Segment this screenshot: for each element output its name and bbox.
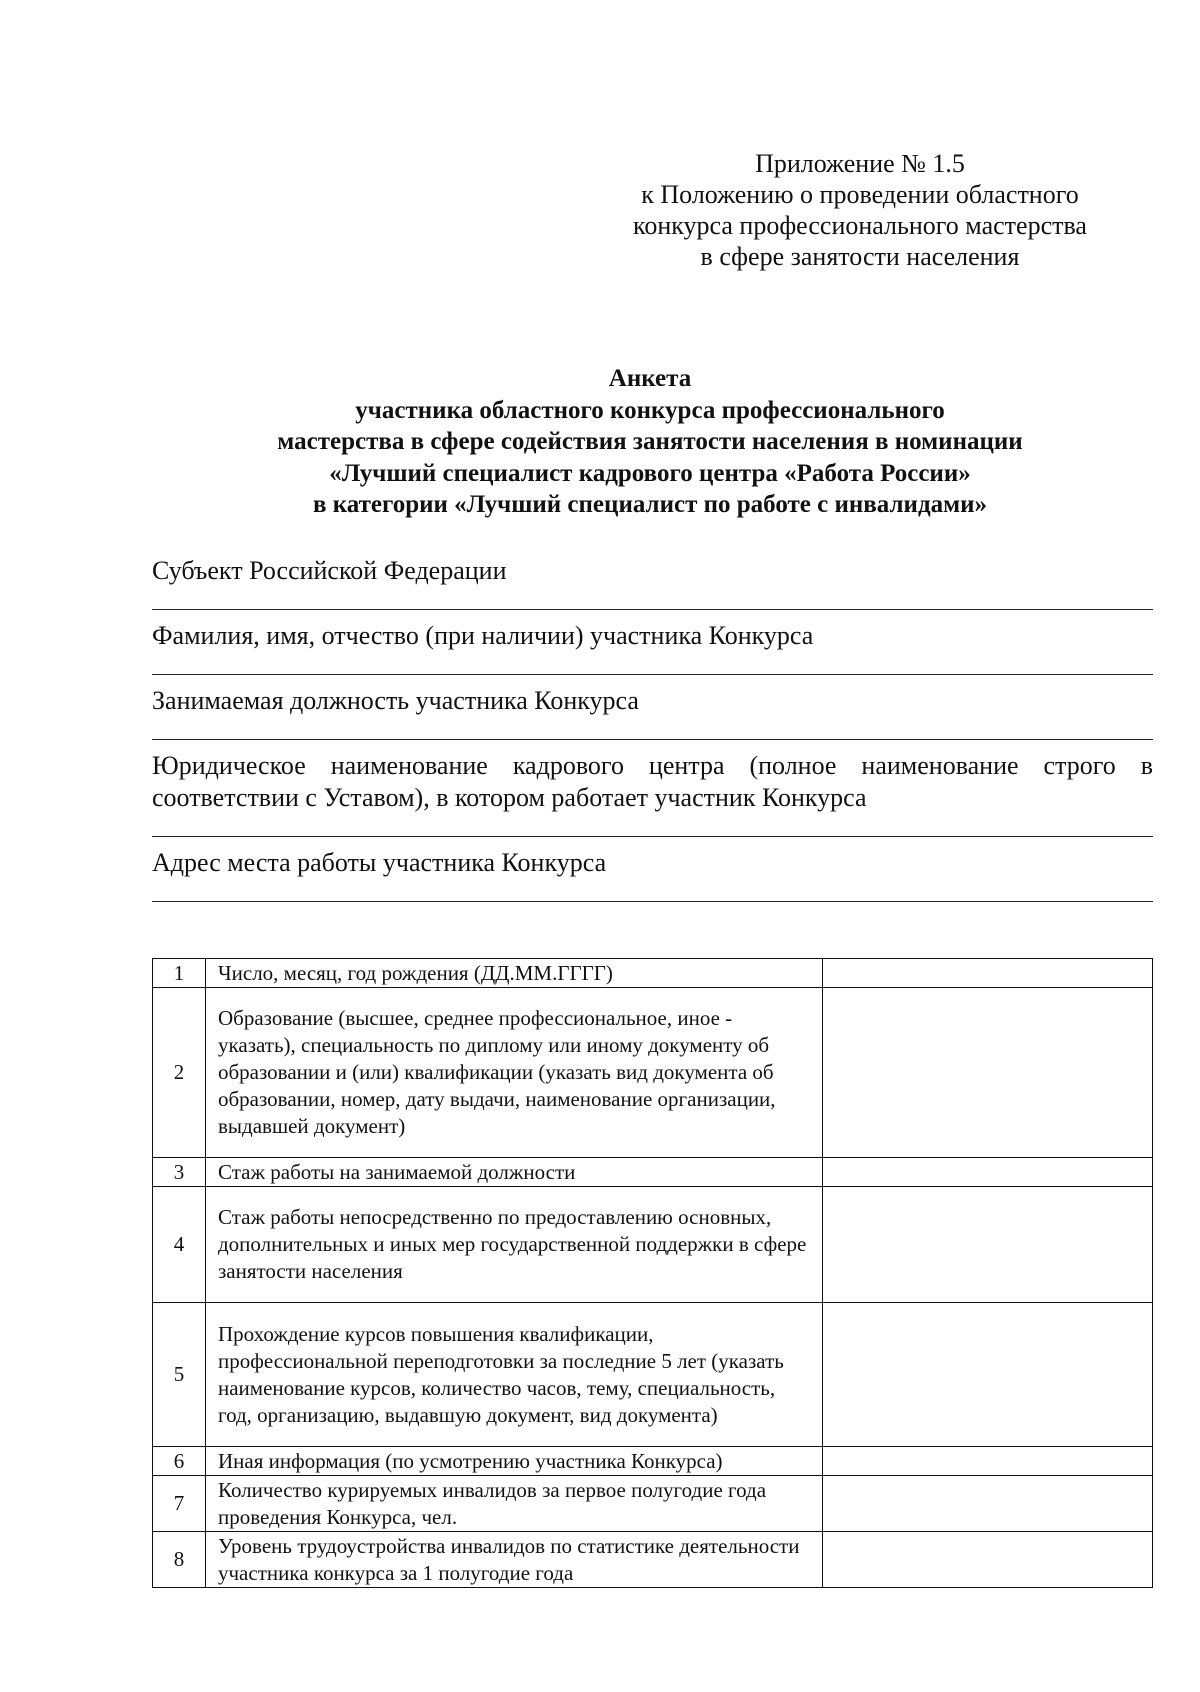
- field-region: [152, 555, 1153, 610]
- field-fill-line[interactable]: [152, 587, 1153, 610]
- row-text: Число, месяц, год рождения (ДД.ММ.ГГГГ): [206, 959, 823, 988]
- table-row: [153, 1447, 1153, 1476]
- appendix-line: Приложение № 1.5: [755, 149, 965, 178]
- title-line: «Лучший специалист кадрового центра «Работа России»: [329, 459, 971, 487]
- row-value-cell[interactable]: [823, 1158, 1153, 1187]
- field-label: Занимаемая должность участника Конкурса: [152, 686, 639, 715]
- row-text: Количество курируемых инвалидов за первое полугодие года проведения Конкурса, чел.: [206, 1476, 823, 1532]
- field-fill-line[interactable]: [152, 717, 1153, 740]
- appendix-line: к Положению о проведении областного: [641, 180, 1079, 209]
- row-number: 3: [153, 1158, 206, 1187]
- row-number: 2: [153, 988, 206, 1158]
- field-label: Фамилия, имя, отчество (при наличии) участника Конкурса: [152, 621, 814, 650]
- field-label: Юридическое наименование кадрового центра (полное наименование строго в соответствии с Уставом), в котором работает участник Конкурса: [152, 751, 1153, 812]
- row-text: Стаж работы на занимаемой должности: [206, 1158, 823, 1187]
- table-row: [153, 959, 1153, 988]
- field-fill-line[interactable]: [152, 814, 1153, 837]
- row-value-cell[interactable]: [823, 959, 1153, 988]
- document-title: [150, 363, 1150, 521]
- field-position: [152, 685, 1153, 740]
- row-text: Прохождение курсов повышения квалификации, профессиональной переподготовки за последние 5 лет (указать наименование курсов, количество часов, тему, специальность, год, организацию, выдавшую документ, вид документа): [206, 1303, 823, 1447]
- title-line: участника областного конкурса профессионального: [355, 396, 945, 424]
- field-organization: [152, 750, 1153, 837]
- row-text: Уровень трудоустройства инвалидов по статистике деятельности участника конкурса за 1 полугодие года: [206, 1532, 823, 1588]
- row-number: 1: [153, 959, 206, 988]
- row-text: Стаж работы непосредственно по предоставлению основных, дополнительных и иных мер государственной поддержки в сфере занятости населения: [206, 1187, 823, 1303]
- table-row: [153, 1158, 1153, 1187]
- row-value-cell[interactable]: [823, 1476, 1153, 1532]
- row-value-cell[interactable]: [823, 988, 1153, 1158]
- row-number: 6: [153, 1447, 206, 1476]
- appendix-line: конкурса профессионального мастерства: [633, 211, 1087, 240]
- title-line: Анкета: [608, 365, 692, 392]
- questionnaire-table: [152, 958, 1153, 1588]
- field-label: Субъект Российской Федерации: [152, 556, 507, 585]
- participant-fields: [152, 555, 1153, 912]
- appendix-header: [600, 148, 1120, 272]
- row-value-cell[interactable]: [823, 1447, 1153, 1476]
- row-number: 7: [153, 1476, 206, 1532]
- row-number: 4: [153, 1187, 206, 1303]
- row-text: Иная информация (по усмотрению участника Конкурса): [206, 1447, 823, 1476]
- table-row: [153, 988, 1153, 1158]
- table-row: [153, 1476, 1153, 1532]
- appendix-line: в сфере занятости населения: [700, 242, 1020, 271]
- field-full-name: [152, 620, 1153, 675]
- row-text: Образование (высшее, среднее профессиональное, иное - указать), специальность по диплому или иному документу об образовании и (или) квалификации (указать вид документа об образовании, номер, дату выдачи, наименование организации, выдавшей документ): [206, 988, 823, 1158]
- title-line: мастерства в сфере содействия занятости населения в номинации: [277, 428, 1023, 455]
- row-value-cell[interactable]: [823, 1187, 1153, 1303]
- field-label: Адрес места работы участника Конкурса: [152, 848, 607, 877]
- row-value-cell[interactable]: [823, 1303, 1153, 1447]
- row-number: 5: [153, 1303, 206, 1447]
- row-value-cell[interactable]: [823, 1532, 1153, 1588]
- table-row: [153, 1303, 1153, 1447]
- table-row: [153, 1532, 1153, 1588]
- row-number: 8: [153, 1532, 206, 1588]
- field-fill-line[interactable]: [152, 879, 1153, 902]
- field-fill-line[interactable]: [152, 652, 1153, 675]
- table-row: [153, 1187, 1153, 1303]
- field-work-address: [152, 847, 1153, 902]
- title-line: в категории «Лучший специалист по работе с инвалидами»: [312, 491, 988, 518]
